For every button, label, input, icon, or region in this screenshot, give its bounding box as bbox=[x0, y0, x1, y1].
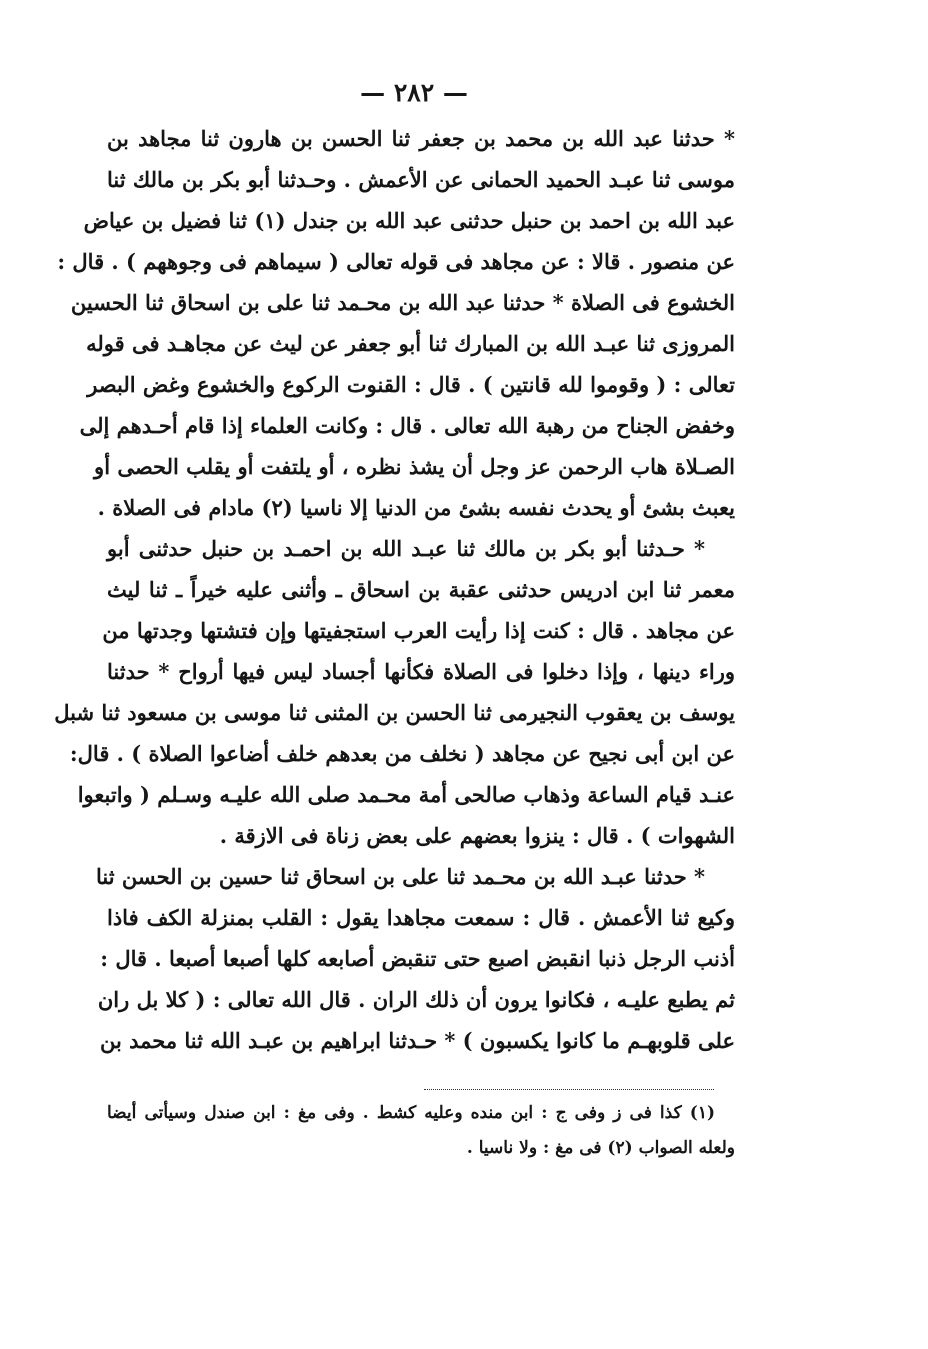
text-line: عنـد قيام الساعة وذهاب صالحى أمة محـمد صلى الله عليـه وسـلم ( واتبعوا bbox=[77, 782, 735, 807]
page-number: — ٢٨٢ — bbox=[360, 78, 468, 107]
text-line: عن مجاهد . قال : كنت إذا رأيت العرب استجفيتها وإن فتشتها وجدتها من bbox=[102, 618, 735, 643]
footnote-line: ولعله الصواب (٢) فى مغ : ولا ناسيا . bbox=[466, 1138, 735, 1158]
text-line: موسى ثنا عبـد الحميد الحمانى عن الأعمش . وحـدثنا أبو بكر بن مالك ثنا bbox=[107, 167, 735, 192]
footnote-line: (١) كذا فى ز وفى ج : ابن منده وعليه كشط . وفى مغ : ابن صندل وسيأتى أيضا bbox=[107, 1103, 715, 1123]
text-line: وخفض الجناح من رهبة الله تعالى . قال : وكانت العلماء إذا قام أحـدهم إلى bbox=[79, 413, 735, 438]
text-line: وكيع ثنا الأعمش . قال : سمعت مجاهدا يقول : القلب بمنزلة الكف فاذا bbox=[107, 905, 735, 930]
text-line: الصـلاة هاب الرحمن عز وجل أن يشذ نظره ، أو يلتفت أو يقلب الحصى أو bbox=[94, 454, 735, 479]
text-line: المروزى ثنا عبـد الله بن المبارك ثنا أبو جعفر عن ليث عن مجاهـد فى قوله bbox=[86, 331, 735, 356]
text-line: تعالى : ( وقوموا لله قانتين ) . قال : القنوت الركوع والخشوع وغض البصر bbox=[87, 372, 735, 397]
text-line: أذنب الرجل ذنبا انقبض اصبع حتى تنقبض أصابعه كلها أصبعا أصبعا . قال : bbox=[100, 946, 735, 971]
footnotes bbox=[107, 1096, 735, 1166]
text-line: على قلوبهـم ما كانوا يكسبون ) * حـدثنا ابراهيم بن عبـد الله ثنا محمد بن bbox=[99, 1028, 735, 1053]
text-line: يعبث بشئ أو يحدث نفسه بشئ من الدنيا إلا ناسيا (٢) مادام فى الصلاة . bbox=[97, 495, 735, 520]
text-line: وراء دينها ، وإذا دخلوا فى الصلاة فكأنها أجساد ليس فيها أرواح * حدثنا bbox=[107, 659, 735, 684]
text-line: الشهوات ) . قال : ينزوا بعضهم على بعض زناة فى الازقة . bbox=[219, 823, 735, 848]
text-line: عبد الله بن احمد بن حنبل حدثنى عبد الله بن جندل (١) ثنا فضيل بن عياض bbox=[83, 208, 735, 233]
text-line: عن منصور . قالا : عن مجاهد فى قوله تعالى ( سيماهم فى وجوههم ) . قال : bbox=[57, 249, 735, 274]
footnote-divider bbox=[424, 1089, 714, 1090]
text-line: الخشوع فى الصلاة * حدثنا عبد الله بن محـمد ثنا على بن اسحاق ثنا الحسين bbox=[70, 290, 735, 315]
text-line: * حدثنا عبد الله بن محمد بن جعفر ثنا الحسن بن هارون ثنا مجاهد بن bbox=[107, 126, 735, 151]
text-line: * حـدثنا أبو بكر بن مالك ثنا عبـد الله بن احمـد بن حنبل حدثنى أبو bbox=[107, 536, 705, 561]
text-line: * حدثنا عبـد الله بن محـمد ثنا على بن اسحاق ثنا حسين بن الحسن ثنا bbox=[96, 864, 705, 889]
text-line: ثم يطبع عليـه ، فكانوا يرون أن ذلك الران . قال الله تعالى : ( كلا بل ران bbox=[97, 987, 735, 1012]
text-line: معمر ثنا ابن ادريس حدثنى عقبة بن اسحاق ـ وأثنى عليه خيراً ـ ثنا ليث bbox=[107, 577, 735, 602]
text-line: عن ابن أبى نجيح عن مجاهد ( نخلف من بعدهم خلف أضاعوا الصلاة ) . قال: bbox=[69, 741, 735, 766]
main-text bbox=[54, 118, 735, 1061]
text-line: يوسف بن يعقوب النجيرمى ثنا الحسن بن المثنى ثنا موسى بن مسعود ثنا شبل bbox=[54, 700, 735, 725]
